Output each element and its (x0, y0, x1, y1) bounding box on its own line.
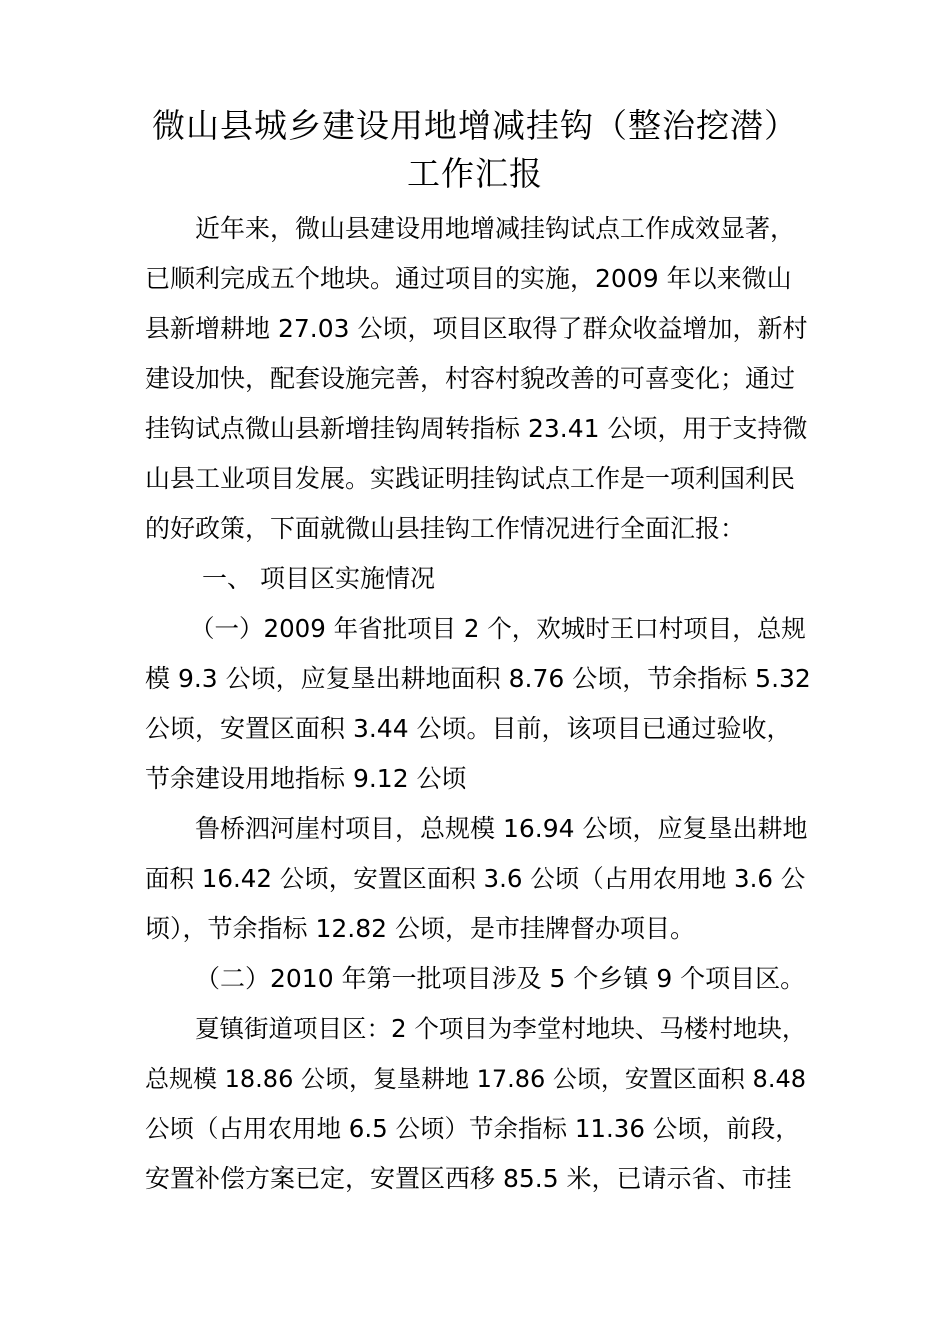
paragraph-line: 建设加快，配套设施完善，村容村貌改善的可喜变化；通过 (145, 364, 796, 393)
paragraph-line: 安置补偿方案已定，安置区西移 85.5 米，已请示省、市挂 (145, 1164, 792, 1193)
document-title-line-1: 微山县城乡建设用地增减挂钩（整治挖潜） (152, 106, 798, 145)
paragraph-line: 模 9.3 公顷，应复垦出耕地面积 8.76 公顷，节余指标 5.32 (145, 664, 811, 693)
paragraph-line: 公顷（占用农用地 6.5 公顷）节余指标 11.36 公顷，前段， (145, 1114, 800, 1143)
section-heading: 一、 项目区实施情况 (202, 564, 435, 593)
paragraph-line: 夏镇街道项目区：2 个项目为李堂村地块、马楼村地块， (195, 1014, 807, 1043)
paragraph-line: 的好政策，下面就微山县挂钩工作情况进行全面汇报： (145, 514, 746, 543)
paragraph-line: 公顷，安置区面积 3.44 公顷。目前，该项目已通过验收， (145, 714, 792, 743)
paragraph-line: 节余建设用地指标 9.12 公顷 (145, 764, 467, 793)
document-title-line-2: 工作汇报 (407, 154, 543, 193)
paragraph-line: 鲁桥泗河崖村项目，总规模 16.94 公顷，应复垦出耕地 (195, 814, 808, 843)
paragraph-line: 山县工业项目发展。实践证明挂钩试点工作是一项利国利民 (145, 464, 796, 493)
paragraph-line: （一）2009 年省批项目 2 个，欢城时王口村项目，总规 (190, 614, 806, 643)
paragraph-line: 总规模 18.86 公顷，复垦耕地 17.86 公顷，安置区面积 8.48 (145, 1065, 806, 1093)
paragraph-line: （二）2010 年第一批项目涉及 5 个乡镇 9 个项目区。 (195, 964, 806, 993)
paragraph-line: 已顺利完成五个地块。通过项目的实施，2009 年以来微山 (145, 264, 792, 293)
paragraph-line: 面积 16.42 公顷，安置区面积 3.6 公顷（占用农用地 3.6 公 (145, 864, 806, 893)
paragraph-line: 县新增耕地 27.03 公顷，项目区取得了群众收益增加，新村 (145, 314, 808, 343)
paragraph-line: 挂钩试点微山县新增挂钩周转指标 23.41 公顷，用于支持微 (145, 414, 808, 443)
paragraph-line: 顷），节余指标 12.82 公顷，是市挂牌督办项目。 (145, 914, 695, 943)
paragraph-line: 近年来，微山县建设用地增减挂钩试点工作成效显著， (195, 214, 796, 243)
